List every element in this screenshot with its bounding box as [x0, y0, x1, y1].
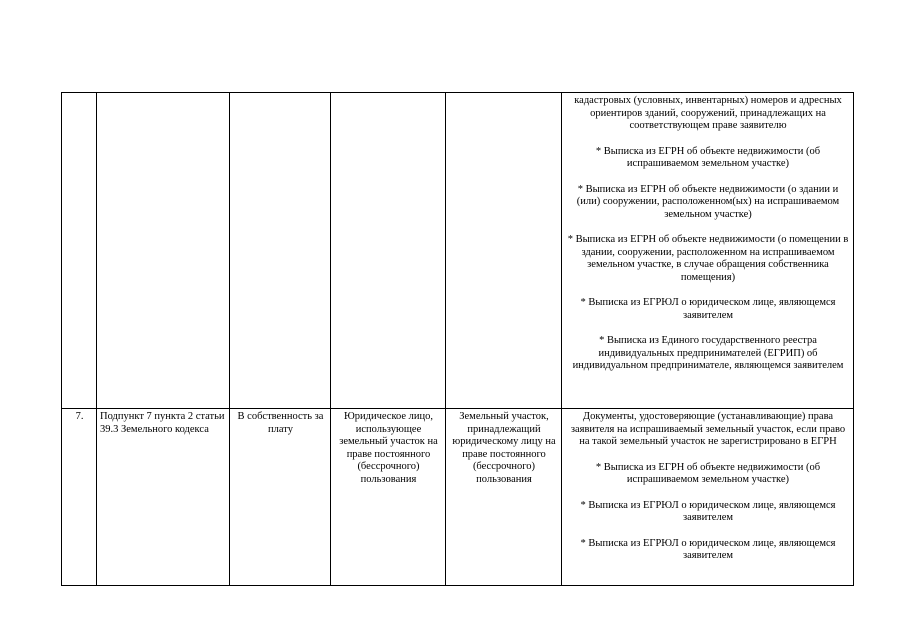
cell-type — [230, 93, 331, 409]
doc-item: * Выписка из Единого государственного реестра индивидуальных предпринимателей (ЕГРИП) об индивидуальном предпринимателе, являющемся заявителем — [572, 335, 844, 371]
doc-item: * Выписка из ЕГРЮЛ о юридическом лице, являющемся заявителем — [580, 537, 836, 561]
cell-documents — [562, 409, 854, 586]
doc-item: * Выписка из ЕГРН об объекте недвижимости (об испрашиваемом земельном участке) — [595, 145, 821, 169]
doc-item: * Выписка из ЕГРН об объекте недвижимости (о помещении в здании, сооружении, расположенном на испрашиваемом земельном участке, в случае обращения собственника помещения) — [567, 234, 849, 283]
doc-item: * Выписка из ЕГРЮЛ о юридическом лице, являющемся заявителем — [580, 297, 836, 321]
doc-item: * Выписка из ЕГРН об объекте недвижимости (об испрашиваемом земельном участке) — [595, 461, 821, 485]
doc-item: * Выписка из ЕГРЮЛ о юридическом лице, являющемся заявителем — [580, 499, 836, 523]
doc-item: кадастровых (условных, инвентарных) номеров и адресных ориентиров зданий, сооружений, принадлежащих на соответствующем праве заявителю — [574, 95, 842, 131]
table-row-continued — [62, 93, 854, 409]
table-row-7 — [62, 409, 854, 586]
provision-type: В собственность за плату — [230, 409, 331, 586]
applicant-category: Юридическое лицо, использующее земельный участок на праве постоянного (бессрочного) пользования — [331, 409, 446, 586]
cell-documents — [562, 93, 854, 409]
land-object: Земельный участок, принадлежащий юридическому лицу на праве постоянного (бессрочного) пользования — [446, 409, 562, 586]
legal-basis: Подпункт 7 пункта 2 статьи 39.3 Земельного кодекса — [97, 409, 230, 586]
doc-item: * Выписка из ЕГРН об объекте недвижимости (о здании и (или) сооружении, расположенном(ых) на испрашиваемом земельном участке) — [576, 183, 840, 220]
doc-item: Документы, удостоверяющие (устанавливающие) права заявителя на испрашиваемый земельный участок, если право на такой земельный участок не зарегистрировано в ЕГРН — [570, 411, 846, 447]
cell-applicant — [331, 93, 446, 409]
row-number: 7. — [62, 409, 97, 586]
cell-object — [446, 93, 562, 409]
cell-basis — [97, 93, 230, 409]
cell-number — [62, 93, 97, 409]
land-procedures-table — [61, 92, 854, 586]
